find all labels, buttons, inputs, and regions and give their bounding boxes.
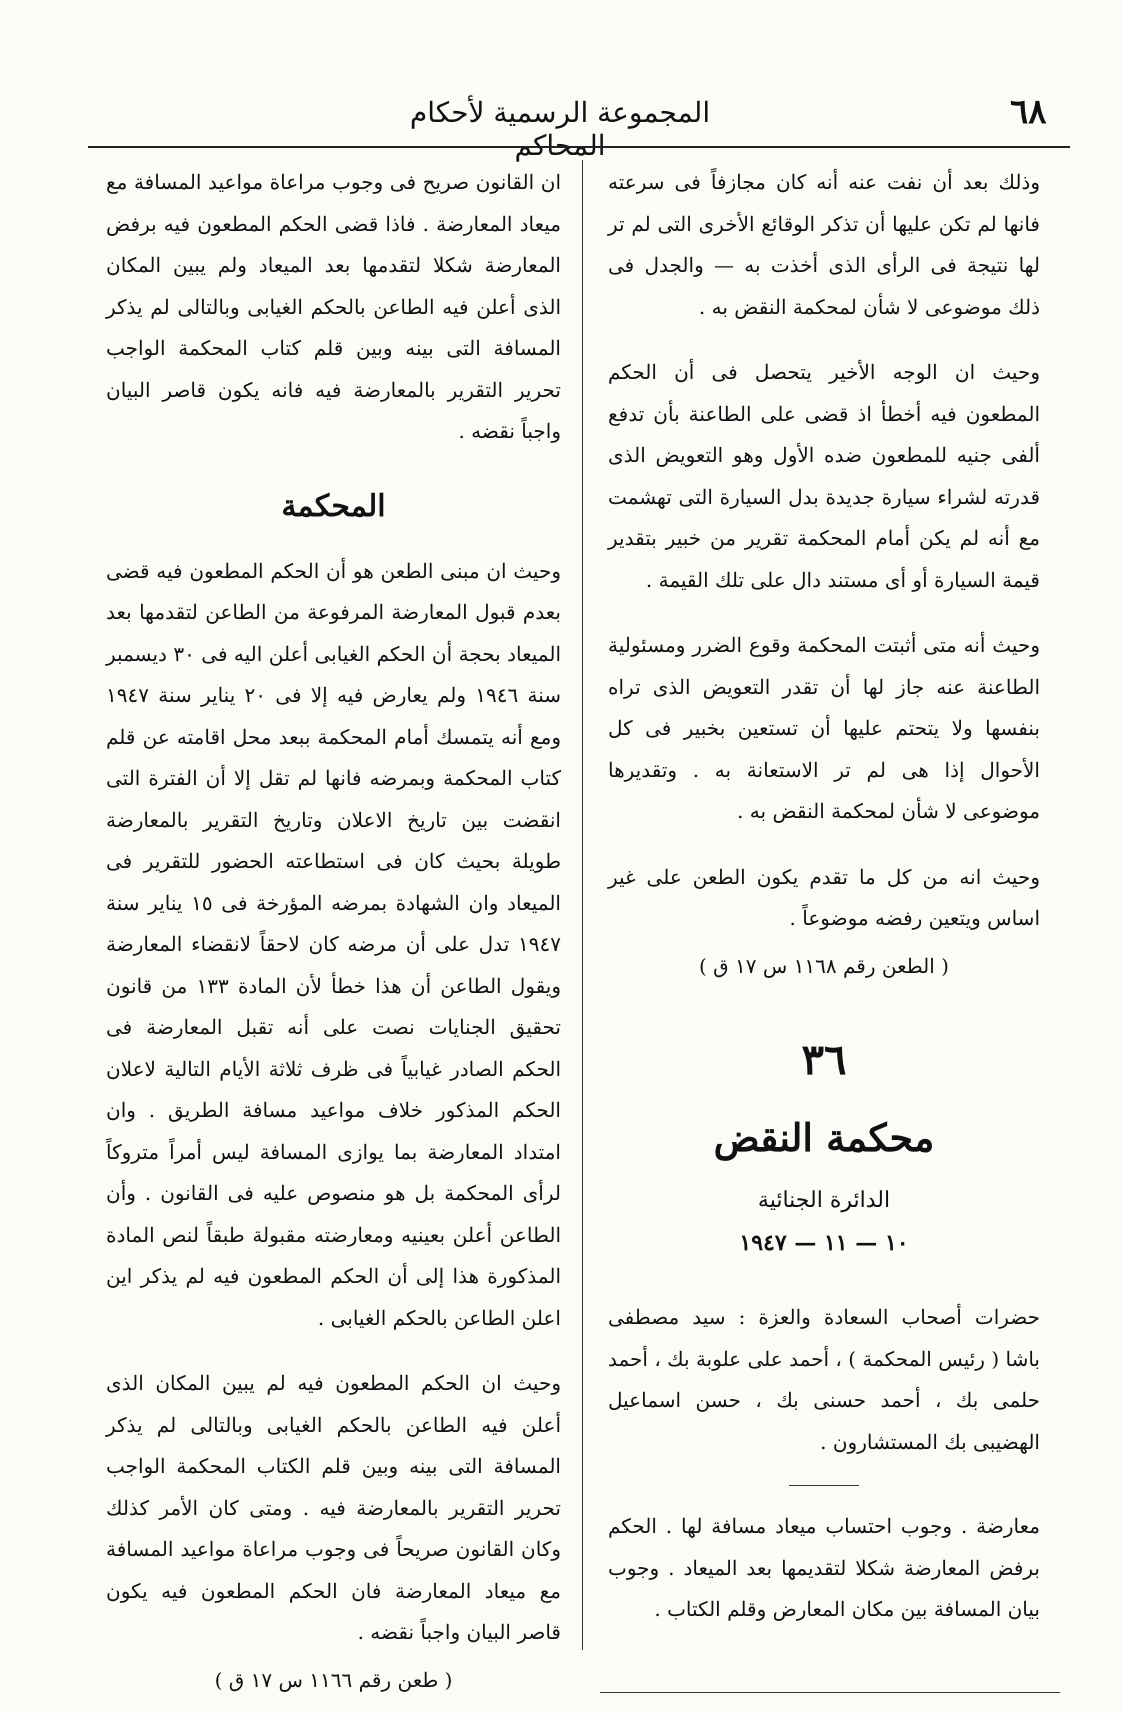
right-paragraph-4: وحيث انه من كل ما تقدم يكون الطعن على غير اساس ويتعين رفضه موضوعاً . — [608, 864, 1040, 930]
right-citation: ( الطعن رقم ١١٦٨ س ١٧ ق ) — [699, 953, 949, 978]
case-summary: معارضة . وجوب احتساب ميعاد مسافة لها . الحكم برفض المعارضة شكلا لتقديمها بعد الميعاد . وجوب بيان المسافة بين مكان المعارض وقلم الكتاب . — [608, 1514, 1040, 1621]
left-citation: ( طعن رقم ١١٦٦ س ١٧ ق ) — [214, 1667, 453, 1692]
footer-rule — [600, 1692, 1060, 1693]
left-column — [106, 162, 561, 1701]
column-divider — [582, 160, 583, 1650]
case-number: ٣٦ — [801, 1035, 847, 1084]
attendees: حضرات أصحاب السعادة والعزة : سيد مصطفى باشا ( رئيس المحكمة ) ، أحمد على علوبة بك ، أحمد حلمى بك ، أحمد حسنى بك ، حسن اسماعيل الهضيبى بك المستشارون . — [608, 1305, 1040, 1454]
left-intro: ان القانون صريح فى وجوب مراعاة مواعيد المسافة مع ميعاد المعارضة . فاذا قضى الحكم المطعون فيه برفض المعارضة شكلا لتقدمها بعد الميعاد ولم يبين المكان الذى أعلن فيه الطاعن بالحكم الغيابى وبالتالى لم يذكر المسافة التى بينه وبين قلم كتاب المحكمة الواجب تحرير التقرير بالمعارضة فيه فانه يكون قاصر البيان واجباً نقضه . — [106, 170, 561, 443]
right-paragraph-1: وذلك بعد أن نفت عنه أنه كان مجازفاً فى سرعته فانها لم تكن عليها أن تذكر الوقائع الأخرى التى لم تر لها نتيجة فى الرأى الذى أخذت به — والجدل فى ذلك موضوعى لا شأن لمحكمة النقض به . — [608, 170, 1040, 319]
court-name: محكمة النقض — [713, 1115, 935, 1160]
running-title: المجموعة الرسمية لأحكام المحاكم — [409, 96, 711, 162]
right-paragraph-3: وحيث أنه متى أثبتت المحكمة وقوع الضرر ومسئولية الطاعنة عنه جاز لها أن تقدر التعويض الذى تراه بنفسها ولا يتحتم عليها أن تستعين بخبير فى كل الأحوال إذا هى لم تر الاستعانة به . وتقديرها موضوعى لا شأن لمحكمة النقض به . — [608, 633, 1040, 823]
page-number: ٦٨ — [1010, 92, 1047, 132]
circuit-name: الدائرة الجنائية — [757, 1188, 891, 1213]
left-paragraph-2: وحيث ان الحكم المطعون فيه لم يبين المكان الذى أعلن فيه الطاعن بالحكم الغيابى وبالتالى لم يذكر المسافة التى بينه وبين قلم الكتاب المحكمة الواجب تحرير التقرير بالمعارضة فيه . ومتى كان الأمر كذلك وكان القانون صريحاً فى وجوب مراعاة مواعيد المسافة مع ميعاد المعارضة فان الحكم المطعون فيه يكون قاصر البيان واجباً نقضه . — [106, 1371, 561, 1644]
judgment-date: ١٠ — ١١ — ١٩٤٧ — [739, 1230, 909, 1256]
header-rule — [88, 146, 1070, 148]
section-rule — [789, 1485, 859, 1486]
left-paragraph-1: وحيث ان مبنى الطعن هو أن الحكم المطعون فيه قضى بعدم قبول المعارضة المرفوعة من الطاعن لتقدمها بعد الميعاد بحجة أن الحكم الغيابى أعلن اليه فى ٣٠ ديسمبر سنة ١٩٤٦ ولم يعارض فيه إلا فى ٢٠ يناير سنة ١٩٤٧ ومع أنه يتمسك أمام المحكمة ببعد محل اقامته عن قلم كتاب المحكمة وبمرضه فانها لم تقل إلا أن الفترة التى انقضت بين تاريخ الاعلان وتاريخ التقرير بالمعارضة طويلة بحيث كان فى استطاعته الحضور للتقرير فى الميعاد وان الشهادة بمرضه المؤرخة فى ١٥ يناير سنة ١٩٤٧ تدل على أن مرضه كان لاحقاً لانقضاء المعارضة ويقول الطاعن أن هذا خطأ لأن المادة ١٣٣ من قانون تحقيق الجنايات نصت على أنه تقبل المعارضة فى الحكم الصادر غيابياً فى ظرف ثلاثة الأيام التالية لاعلان الحكم المذكور خلاف مواعيد مسافة الطريق . وان امتداد المعارضة بما يوازى المسافة ليس أمراً متروكاً لرأى المحكمة بل هو منصوص عليه فى القانون . وأن الطاعن أعلن بعينيه ومعارضته مقبولة طبقاً لنص المادة المذكورة هذا إلى أن الحكم المطعون فيه لم يذكر اين اعلن الطاعن بالحكم الغيابى . — [106, 558, 562, 1330]
section-heading: المحكمة — [281, 488, 386, 524]
right-paragraph-2: وحيث ان الوجه الأخير يتحصل فى أن الحكم المطعون فيه أخطأ اذ قضى على الطاعنة بأن تدفع ألفى جنيه للمطعون ضده الأول وهو التعويض الذى قدرته لشراء سيارة جديدة بدل السيارة التى تهشمت مع أنه لم يكن أمام المحكمة تقرير من خبير بتقدير قيمة السيارة أو أى مستند دال على تلك القيمة . — [608, 360, 1040, 592]
right-column — [608, 162, 1040, 1631]
